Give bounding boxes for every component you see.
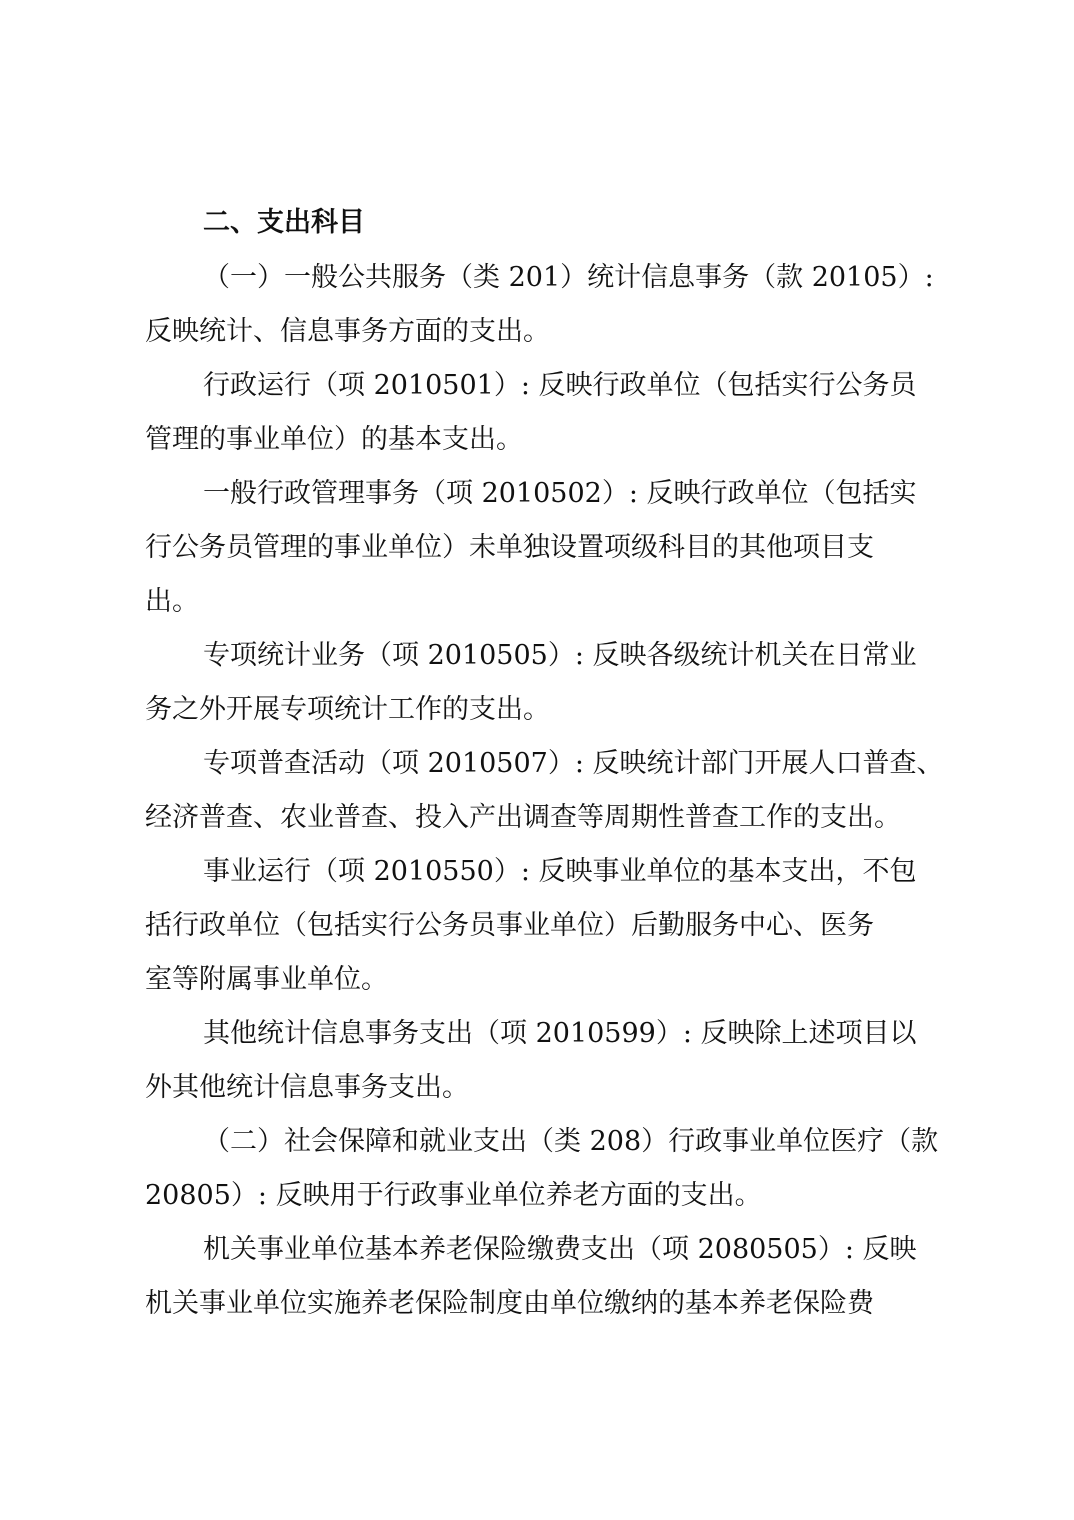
paragraph-line: 20805）: 反映用于行政事业单位养老方面的支出。: [145, 1180, 762, 1211]
paragraph-line: 专项统计业务（项 2010505）: 反映各级统计机关在日常业: [203, 640, 917, 671]
paragraph-line: 专项普查活动（项 2010507）: 反映统计部门开展人口普查、: [203, 748, 944, 779]
paragraph-line: 反映统计、信息事务方面的支出。: [145, 316, 550, 347]
paragraph-line: 行政运行（项 2010501）: 反映行政单位（包括实行公务员: [203, 370, 917, 401]
paragraph-line: （一）一般公共服务（类 201）统计信息事务（款 20105）:: [203, 262, 934, 293]
section-heading: 二、支出科目: [203, 207, 365, 238]
paragraph-line: 机关事业单位基本养老保险缴费支出（项 2080505）: 反映: [203, 1234, 917, 1265]
paragraph-line: 事业运行（项 2010550）: 反映事业单位的基本支出，不包: [203, 856, 917, 887]
paragraph-line: （二）社会保障和就业支出（类 208）行政事业单位医疗（款: [203, 1126, 939, 1157]
paragraph-line: 务之外开展专项统计工作的支出。: [145, 694, 550, 725]
paragraph-line: 管理的事业单位）的基本支出。: [145, 424, 523, 455]
paragraph-line: 外其他统计信息事务支出。: [145, 1072, 469, 1103]
paragraph-line: 出。: [145, 586, 199, 617]
paragraph-line: 室等附属事业单位。: [145, 964, 388, 995]
paragraph-line: 一般行政管理事务（项 2010502）: 反映行政单位（包括实: [203, 478, 917, 509]
paragraph-line: 机关事业单位实施养老保险制度由单位缴纳的基本养老保险费: [145, 1288, 874, 1319]
paragraph-line: 括行政单位（包括实行公务员事业单位）后勤服务中心、医务: [145, 910, 874, 941]
paragraph-line: 经济普查、农业普查、投入产出调查等周期性普查工作的支出。: [145, 802, 901, 833]
paragraph-line: 其他统计信息事务支出（项 2010599）: 反映除上述项目以: [203, 1018, 917, 1049]
paragraph-line: 行公务员管理的事业单位）未单独设置项级科目的其他项目支: [145, 532, 874, 563]
